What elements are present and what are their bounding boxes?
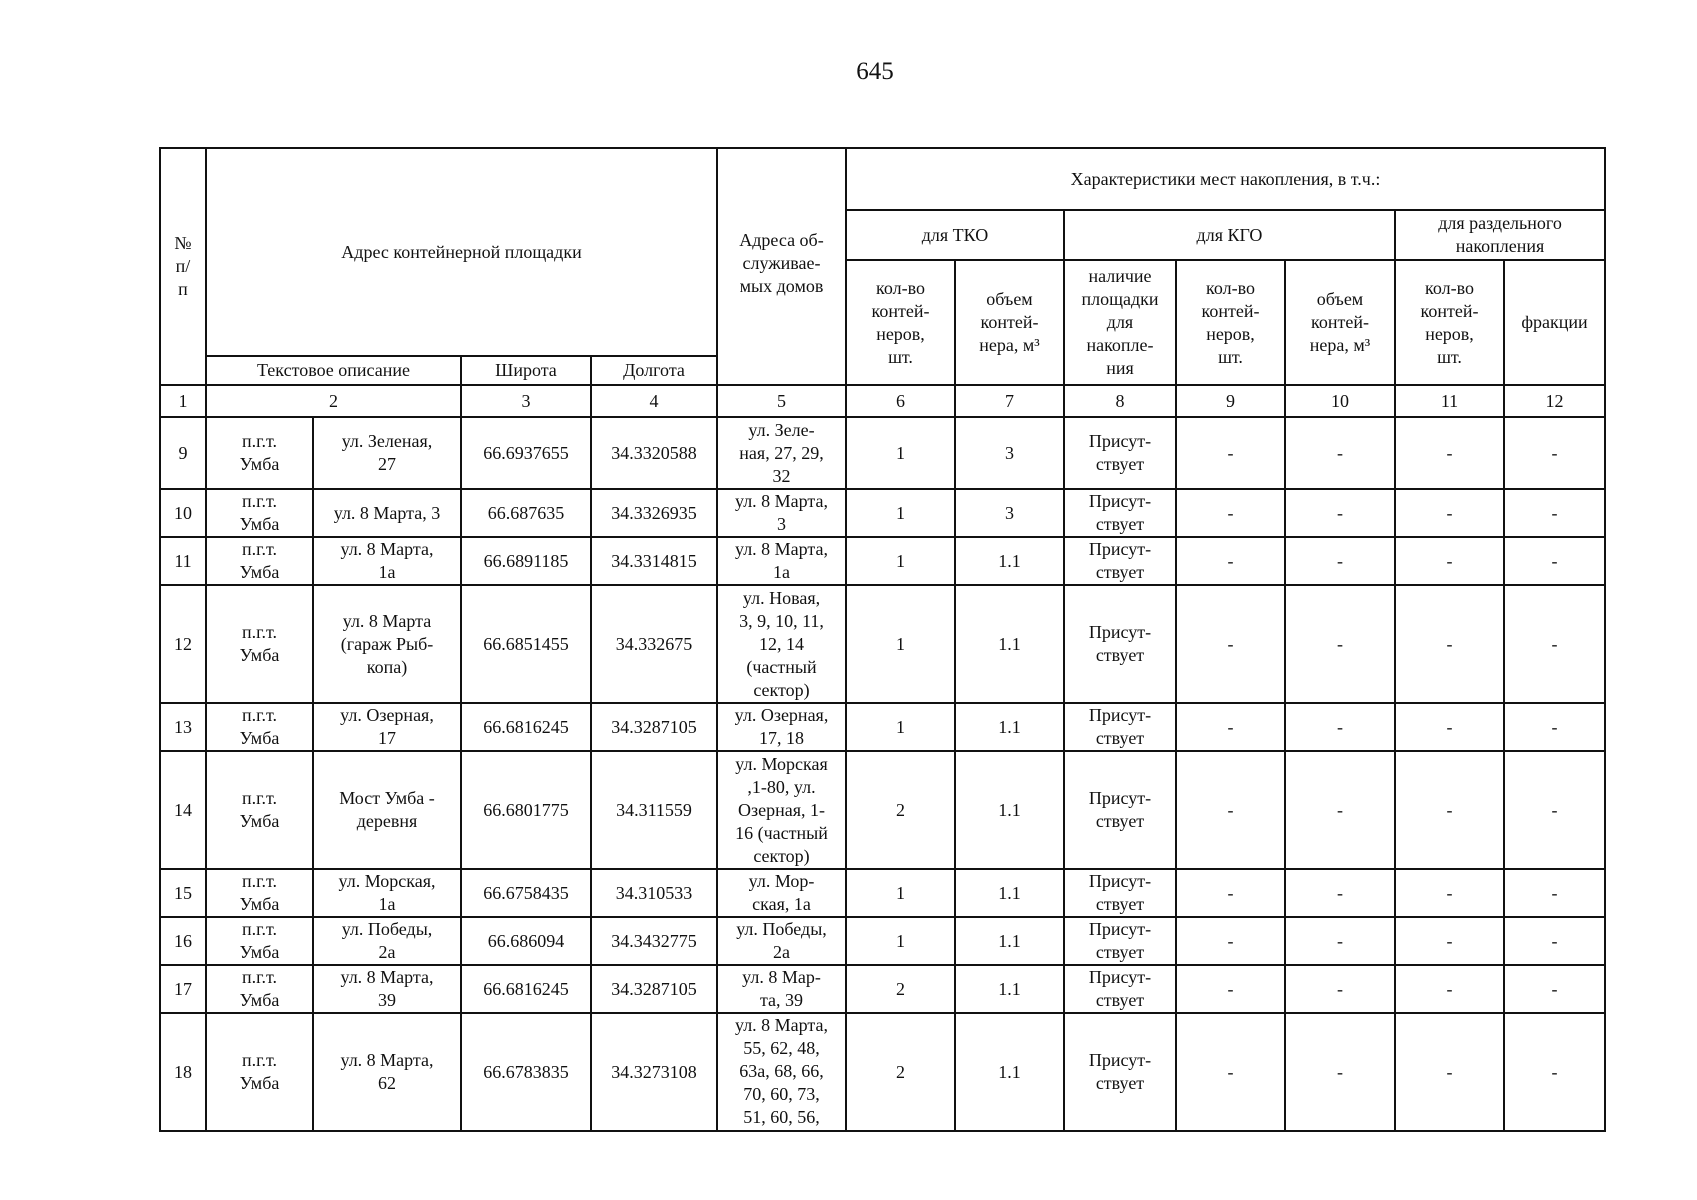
cell-served-houses: ул. Морская ,1-80, ул. Озерная, 1- 16 (частный сектор) <box>717 751 846 869</box>
cell-sep-fractions: - <box>1504 1013 1605 1131</box>
cell-kgo-site: Присут- ствует <box>1064 585 1176 703</box>
cell-row-number: 13 <box>160 703 206 751</box>
cell-longitude: 34.311559 <box>591 751 717 869</box>
header-kgo-site: наличие площадки для накопле- ния <box>1064 260 1176 385</box>
cell-row-number: 14 <box>160 751 206 869</box>
cell-kgo-count: - <box>1176 751 1285 869</box>
column-number: 2 <box>206 385 461 417</box>
cell-text-description: ул. 8 Марта, 3 <box>313 489 461 537</box>
cell-tko-count: 1 <box>846 917 955 965</box>
cell-text-description: ул. Озерная, 17 <box>313 703 461 751</box>
cell-served-houses: ул. Новая, 3, 9, 10, 11, 12, 14 (частный сектор) <box>717 585 846 703</box>
cell-served-houses: ул. 8 Марта, 1а <box>717 537 846 585</box>
cell-sep-count: - <box>1395 417 1504 489</box>
cell-text-description: ул. 8 Марта, 62 <box>313 1013 461 1131</box>
table-row <box>160 489 1605 537</box>
header-separate: для раздельного накопления <box>1395 210 1605 260</box>
header-kgo-volume: объем контей- нера, м³ <box>1285 260 1395 385</box>
table-row <box>160 417 1605 489</box>
cell-sep-fractions: - <box>1504 751 1605 869</box>
cell-longitude: 34.3320588 <box>591 417 717 489</box>
cell-settlement: п.г.т. Умба <box>206 489 313 537</box>
cell-sep-fractions: - <box>1504 917 1605 965</box>
cell-tko-volume: 1.1 <box>955 1013 1064 1131</box>
cell-latitude: 66.686094 <box>461 917 591 965</box>
column-number: 9 <box>1176 385 1285 417</box>
cell-kgo-volume: - <box>1285 751 1395 869</box>
cell-served-houses: ул. Победы, 2а <box>717 917 846 965</box>
cell-row-number: 16 <box>160 917 206 965</box>
header-sep-count: кол-во контей- неров, шт. <box>1395 260 1504 385</box>
cell-tko-count: 1 <box>846 489 955 537</box>
cell-tko-volume: 1.1 <box>955 917 1064 965</box>
cell-settlement: п.г.т. Умба <box>206 869 313 917</box>
cell-kgo-count: - <box>1176 703 1285 751</box>
cell-settlement: п.г.т. Умба <box>206 585 313 703</box>
cell-row-number: 15 <box>160 869 206 917</box>
header-characteristics: Характеристики мест накопления, в т.ч.: <box>846 148 1605 210</box>
cell-text-description: ул. 8 Марта, 1а <box>313 537 461 585</box>
column-number: 10 <box>1285 385 1395 417</box>
cell-row-number: 11 <box>160 537 206 585</box>
cell-settlement: п.г.т. Умба <box>206 703 313 751</box>
cell-tko-count: 2 <box>846 1013 955 1131</box>
cell-row-number: 10 <box>160 489 206 537</box>
cell-kgo-volume: - <box>1285 703 1395 751</box>
cell-sep-fractions: - <box>1504 537 1605 585</box>
cell-sep-fractions: - <box>1504 417 1605 489</box>
cell-tko-volume: 1.1 <box>955 585 1064 703</box>
cell-sep-count: - <box>1395 869 1504 917</box>
cell-kgo-count: - <box>1176 869 1285 917</box>
cell-kgo-count: - <box>1176 417 1285 489</box>
cell-settlement: п.г.т. Умба <box>206 965 313 1013</box>
cell-tko-volume: 1.1 <box>955 869 1064 917</box>
container-sites-table <box>159 147 1606 1132</box>
cell-served-houses: ул. Озерная, 17, 18 <box>717 703 846 751</box>
header-site-address: Адрес контейнерной площадки <box>206 148 717 356</box>
cell-latitude: 66.6758435 <box>461 869 591 917</box>
cell-sep-count: - <box>1395 537 1504 585</box>
cell-sep-fractions: - <box>1504 869 1605 917</box>
cell-kgo-site: Присут- ствует <box>1064 417 1176 489</box>
cell-settlement: п.г.т. Умба <box>206 1013 313 1131</box>
cell-latitude: 66.687635 <box>461 489 591 537</box>
header-text-description: Текстовое описание <box>206 356 461 385</box>
table-row <box>160 1013 1605 1131</box>
cell-kgo-site: Присут- ствует <box>1064 489 1176 537</box>
cell-kgo-count: - <box>1176 1013 1285 1131</box>
cell-tko-volume: 1.1 <box>955 751 1064 869</box>
cell-kgo-volume: - <box>1285 965 1395 1013</box>
header-served-houses: Адреса об- служивае- мых домов <box>717 148 846 385</box>
table-row <box>160 585 1605 703</box>
table-row <box>160 703 1605 751</box>
cell-text-description: ул. Морская, 1а <box>313 869 461 917</box>
cell-kgo-site: Присут- ствует <box>1064 917 1176 965</box>
cell-sep-count: - <box>1395 965 1504 1013</box>
column-number: 1 <box>160 385 206 417</box>
cell-kgo-site: Присут- ствует <box>1064 869 1176 917</box>
cell-settlement: п.г.т. Умба <box>206 417 313 489</box>
column-number: 12 <box>1504 385 1605 417</box>
cell-tko-count: 2 <box>846 751 955 869</box>
cell-latitude: 66.6891185 <box>461 537 591 585</box>
cell-kgo-volume: - <box>1285 537 1395 585</box>
cell-text-description: ул. 8 Марта (гараж Рыб- копа) <box>313 585 461 703</box>
cell-tko-volume: 1.1 <box>955 703 1064 751</box>
cell-kgo-site: Присут- ствует <box>1064 537 1176 585</box>
cell-text-description: ул. Победы, 2а <box>313 917 461 965</box>
cell-tko-count: 1 <box>846 585 955 703</box>
column-number: 7 <box>955 385 1064 417</box>
header-tko-volume: объем контей- нера, м³ <box>955 260 1064 385</box>
cell-kgo-site: Присут- ствует <box>1064 965 1176 1013</box>
cell-tko-count: 1 <box>846 537 955 585</box>
cell-tko-count: 1 <box>846 869 955 917</box>
cell-tko-count: 1 <box>846 703 955 751</box>
cell-kgo-site: Присут- ствует <box>1064 1013 1176 1131</box>
cell-latitude: 66.6816245 <box>461 965 591 1013</box>
cell-longitude: 34.3326935 <box>591 489 717 537</box>
cell-row-number: 17 <box>160 965 206 1013</box>
cell-latitude: 66.6851455 <box>461 585 591 703</box>
cell-served-houses: ул. 8 Марта, 3 <box>717 489 846 537</box>
header-row-number: № п/ п <box>160 148 206 385</box>
cell-kgo-count: - <box>1176 965 1285 1013</box>
header-tko-count: кол-во контей- неров, шт. <box>846 260 955 385</box>
header-tko: для ТКО <box>846 210 1064 260</box>
column-number-row <box>160 385 1605 417</box>
cell-row-number: 18 <box>160 1013 206 1131</box>
cell-longitude: 34.310533 <box>591 869 717 917</box>
cell-longitude: 34.332675 <box>591 585 717 703</box>
header-longitude: Долгота <box>591 356 717 385</box>
page-number: 645 <box>856 58 894 85</box>
table-row <box>160 965 1605 1013</box>
cell-kgo-volume: - <box>1285 917 1395 965</box>
header-kgo-count: кол-во контей- неров, шт. <box>1176 260 1285 385</box>
cell-settlement: п.г.т. Умба <box>206 751 313 869</box>
cell-sep-fractions: - <box>1504 585 1605 703</box>
cell-latitude: 66.6937655 <box>461 417 591 489</box>
cell-settlement: п.г.т. Умба <box>206 917 313 965</box>
column-number: 6 <box>846 385 955 417</box>
column-number: 4 <box>591 385 717 417</box>
cell-served-houses: ул. Мор- ская, 1а <box>717 869 846 917</box>
cell-row-number: 12 <box>160 585 206 703</box>
cell-kgo-count: - <box>1176 585 1285 703</box>
cell-kgo-count: - <box>1176 917 1285 965</box>
table-row <box>160 751 1605 869</box>
cell-tko-volume: 1.1 <box>955 965 1064 1013</box>
cell-kgo-volume: - <box>1285 869 1395 917</box>
cell-sep-count: - <box>1395 585 1504 703</box>
cell-tko-volume: 1.1 <box>955 537 1064 585</box>
cell-kgo-count: - <box>1176 537 1285 585</box>
cell-sep-fractions: - <box>1504 703 1605 751</box>
cell-kgo-volume: - <box>1285 417 1395 489</box>
cell-latitude: 66.6783835 <box>461 1013 591 1131</box>
cell-kgo-count: - <box>1176 489 1285 537</box>
cell-served-houses: ул. 8 Мар- та, 39 <box>717 965 846 1013</box>
cell-text-description: ул. Зеленая, 27 <box>313 417 461 489</box>
cell-longitude: 34.3273108 <box>591 1013 717 1131</box>
cell-tko-volume: 3 <box>955 417 1064 489</box>
cell-longitude: 34.3432775 <box>591 917 717 965</box>
cell-longitude: 34.3314815 <box>591 537 717 585</box>
cell-text-description: Мост Умба - деревня <box>313 751 461 869</box>
cell-settlement: п.г.т. Умба <box>206 537 313 585</box>
header-sep-fractions: фракции <box>1504 260 1605 385</box>
cell-sep-count: - <box>1395 1013 1504 1131</box>
column-number: 5 <box>717 385 846 417</box>
cell-row-number: 9 <box>160 417 206 489</box>
cell-tko-count: 2 <box>846 965 955 1013</box>
cell-sep-count: - <box>1395 703 1504 751</box>
cell-latitude: 66.6816245 <box>461 703 591 751</box>
column-number: 8 <box>1064 385 1176 417</box>
cell-kgo-volume: - <box>1285 585 1395 703</box>
table-row <box>160 537 1605 585</box>
cell-tko-count: 1 <box>846 417 955 489</box>
cell-kgo-site: Присут- ствует <box>1064 703 1176 751</box>
cell-kgo-site: Присут- ствует <box>1064 751 1176 869</box>
column-number: 11 <box>1395 385 1504 417</box>
cell-latitude: 66.6801775 <box>461 751 591 869</box>
cell-sep-count: - <box>1395 751 1504 869</box>
cell-longitude: 34.3287105 <box>591 703 717 751</box>
cell-sep-fractions: - <box>1504 965 1605 1013</box>
cell-kgo-volume: - <box>1285 1013 1395 1131</box>
cell-served-houses: ул. Зеле- ная, 27, 29, 32 <box>717 417 846 489</box>
cell-tko-volume: 3 <box>955 489 1064 537</box>
cell-text-description: ул. 8 Марта, 39 <box>313 965 461 1013</box>
table-row <box>160 917 1605 965</box>
cell-longitude: 34.3287105 <box>591 965 717 1013</box>
cell-served-houses: ул. 8 Марта, 55, 62, 48, 63а, 68, 66, 70, 60, 73, 51, 60, 56, <box>717 1013 846 1131</box>
header-latitude: Широта <box>461 356 591 385</box>
table-row <box>160 869 1605 917</box>
cell-kgo-volume: - <box>1285 489 1395 537</box>
cell-sep-count: - <box>1395 489 1504 537</box>
cell-sep-count: - <box>1395 917 1504 965</box>
data-rows <box>160 417 1605 1131</box>
column-number: 3 <box>461 385 591 417</box>
header-kgo: для КГО <box>1064 210 1395 260</box>
cell-sep-fractions: - <box>1504 489 1605 537</box>
